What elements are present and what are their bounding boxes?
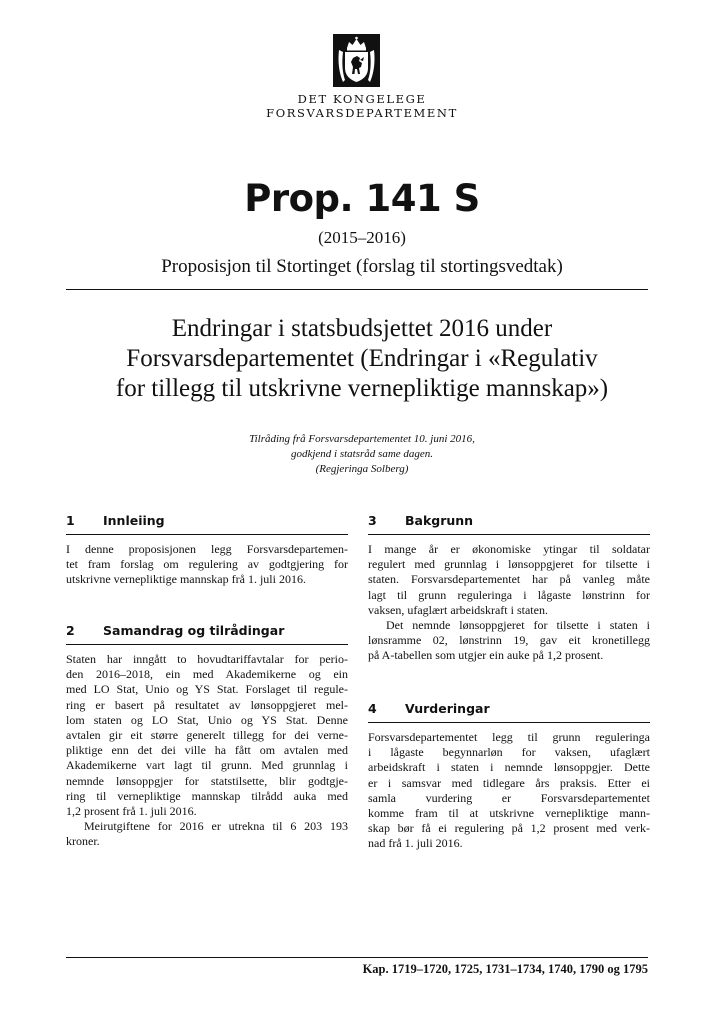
prop-years: (2015–2016) [318,228,406,247]
text-line: den 2016–2018, ein med Akademikerne og ein [66,667,348,682]
text-line: pliktige enn det dei ville ha fått om avtalen med [66,743,348,758]
prop-title: Prop. 141 S [244,177,480,220]
text-line: kroner. [66,834,100,849]
text-line: lom staten og LO Stat, Unio og YS Stat. Denne [66,712,348,727]
section-heading-4 [368,700,650,718]
main-title [40,314,684,404]
text-line: lønsramme 02, lønstrinn 19, gav eit kronetillegg [368,633,650,648]
recommendation-note [0,432,724,477]
ministry-name-line1: DET KONGELEGE [297,92,427,106]
text-line: i lågaste begynnarløn for vaksen, ufaglært [368,745,650,760]
text-line: regulert med grunnlag i lønsoppgjeret for tilsette i [368,557,650,572]
section-body-1 [66,542,348,588]
text-line: ring er basert på resultatet av lønsoppgjeret mel- [66,697,348,712]
section-title: Innleiing [103,513,165,528]
recommendation-line: Tilråding frå Forsvarsdepartementet 10. juni 2016, [249,433,475,445]
text-line: skap bør få ei regulering på 1,2 prosent med verk- [368,821,650,836]
text-line: vaksen, ufaglært arbeidskraft i staten. [368,602,548,617]
text-line: lagt til grunn reguleringa i lågaste lønstrinn for [368,587,650,602]
coat-of-arms-icon [333,34,380,87]
section-number: 4 [368,701,377,716]
text-line: nad frå 1. juli 2016. [368,836,463,851]
text-line: Forsvarsdepartementet legg til grunn reguleringa [368,730,650,744]
text-line: tet fram forslag om regulering av godtgjering for [66,557,348,572]
text-line: arbeidskraft i staten i nemnde lønsoppgjer. Dette [368,760,650,775]
text-line: komme fram til at utskrivne vernepliktige mann- [368,805,650,820]
section-number: 2 [66,623,75,638]
prop-subtitle: Proposisjon til Stortinget (forslag til stortingsvedtak) [161,256,563,277]
recommendation-line: (Regjeringa Solberg) [315,463,409,475]
section-heading-2 [66,622,348,640]
section-rule [368,722,650,723]
text-line: på A-tabellen som utgjer ein auke på 1,2 prosent. [368,648,604,663]
main-title-line: Endringar i statsbudsjettet 2016 under [171,315,553,342]
ministry-name-line2: FORSVARSDEPARTEMENT [266,106,458,120]
text-line: staten. Forsvarsdepartementet har på vanleg måte [368,572,650,587]
text-line: I mange år er økonomiske ytingar til soldatar [368,542,650,556]
section-heading-1 [66,512,348,530]
section-rule [66,534,348,535]
recommendation-line: godkjend i statsråd same dagen. [290,448,434,460]
text-line: Meirutgiftene for 2016 er utrekna til 6 203 193 [84,819,348,834]
section-number: 3 [368,513,377,528]
section-body-4 [368,730,650,852]
section-body-2 [66,652,348,849]
section-number: 1 [66,513,75,528]
text-line: avtalen gir eit større generelt tillegg for dei verne- [66,727,348,742]
text-line: er i samsvar med tidlegare års praksis. Etter ei [368,775,650,790]
text-line: Det nemnde lønsoppgjeret for tilsette i staten i [386,617,650,632]
text-line: utskrivne vernepliktige mannskap frå 1. juli 2016. [66,572,306,587]
text-line: I denne proposisjonen legg Forsvarsdepartemen- [66,542,348,556]
text-line: med LO Stat, Unio og YS Stat. Forslaget til regule- [66,682,348,697]
section-title: Bakgrunn [405,513,474,528]
text-line: Staten har inngått to hovudtariffavtalar for perio- [66,652,348,666]
section-title: Samandrag og tilrådingar [103,623,285,638]
section-rule [368,534,650,535]
footer-rule [66,957,648,958]
section-body-3 [368,542,650,664]
section-rule [66,644,348,645]
text-line: samla vurdering er Forsvarsdepartementet [368,790,650,805]
text-line: 1,2 prosent frå 1. juli 2016. [66,803,197,818]
text-line: nemnde lønsoppgjer for statstilsette, blir godtgje- [66,773,348,788]
text-line: ring til vernepliktige mannskap tilrådd auka med [66,788,348,803]
footer-chapters: Kap. 1719–1720, 1725, 1731–1734, 1740, 1790 og 1795 [362,962,648,976]
main-title-line: for tillegg til utskrivne vernepliktige mannskap») [115,375,609,402]
section-heading-3 [368,512,650,530]
section-title: Vurderingar [405,701,490,716]
main-title-line: Forsvarsdepartementet (Endringar i «Regulativ [126,345,598,372]
title-divider [66,289,648,290]
text-line: Akademikerne vart lagt til grunn. Med grunnlag i [66,758,348,773]
